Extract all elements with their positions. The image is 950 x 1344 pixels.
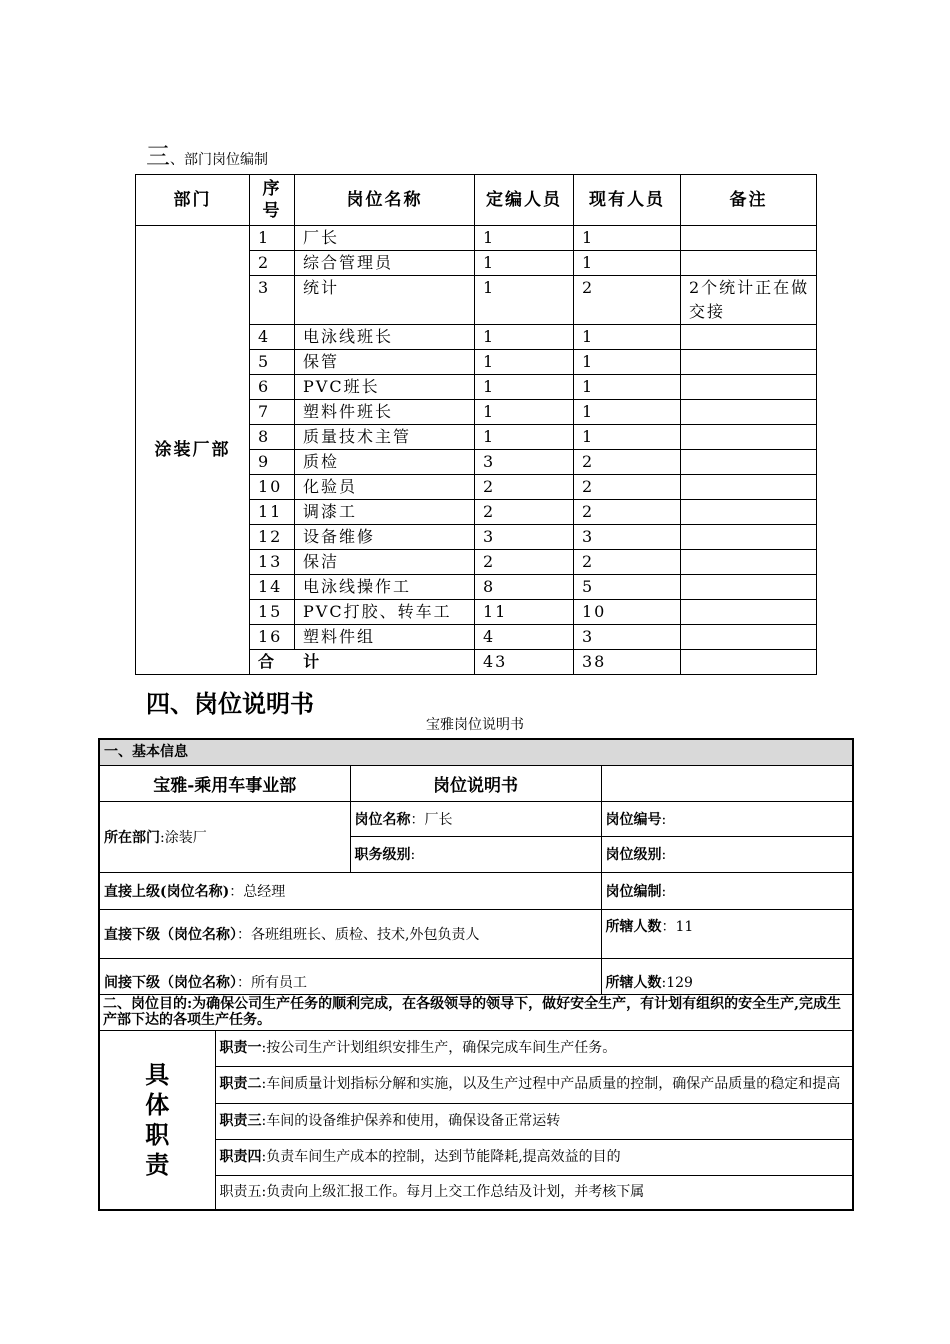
row-position-name: 统计 bbox=[295, 276, 475, 325]
pos-name-cell bbox=[350, 801, 601, 836]
job-description-subtitle: 宝雅岗位说明书 bbox=[426, 717, 524, 733]
row-quota: 3 bbox=[475, 525, 574, 550]
row-note bbox=[681, 425, 817, 450]
row-note bbox=[681, 550, 817, 575]
direct-count-label: 所辖人数 bbox=[605, 918, 662, 935]
direct-sub-value: ：各班组班长、质检、技术,外包负责人 bbox=[237, 926, 480, 943]
row-actual: 10 bbox=[574, 600, 681, 625]
row-quota: 2 bbox=[475, 475, 574, 500]
dept-label: 所在部门 bbox=[104, 829, 160, 846]
header-dept: 部门 bbox=[136, 175, 250, 226]
row-position-name: PVC班长 bbox=[295, 375, 475, 400]
row-note bbox=[681, 226, 817, 251]
row-quota: 1 bbox=[475, 425, 574, 450]
duty-3-text: :车间的设备维护保养和使用，确保设备正常运转 bbox=[261, 1112, 561, 1129]
row-no: 4 bbox=[250, 325, 295, 350]
row-actual: 1 bbox=[574, 425, 681, 450]
row-position-name: 电泳线操作工 bbox=[295, 575, 475, 600]
row-note bbox=[681, 450, 817, 475]
purpose: 二、岗位目的:为确保公司生产任务的顺利完成，在各级领导的领导下，做好安全生产，有计划有组织的安全生产,完成生产部下达的各项生产任务。 bbox=[99, 994, 853, 1030]
row-position-name: 化验员 bbox=[295, 475, 475, 500]
row-note bbox=[681, 475, 817, 500]
row-position-name: 保洁 bbox=[295, 550, 475, 575]
row-note bbox=[681, 625, 817, 650]
header-quota: 定编人员 bbox=[475, 175, 574, 226]
staffing-header-row bbox=[136, 175, 817, 226]
duty-5 bbox=[215, 1175, 853, 1210]
pos-level-value: : bbox=[661, 847, 667, 863]
staffing-label: 岗位编制 bbox=[605, 883, 662, 900]
duty-level-value: : bbox=[410, 847, 416, 863]
pos-name-value: ：厂长 bbox=[410, 811, 453, 828]
row-note bbox=[681, 525, 817, 550]
indirect-count-value: :129 bbox=[661, 974, 693, 991]
staffing-body bbox=[136, 226, 817, 675]
row-no: 6 bbox=[250, 375, 295, 400]
direct-sub-label: 直接下级（岗位名称） bbox=[104, 926, 237, 943]
duty-4-text: :负责车间生产成本的控制，达到节能降耗,提高效益的目的 bbox=[261, 1148, 621, 1165]
row-no: 5 bbox=[250, 350, 295, 375]
indirect-count-label: 所辖人数 bbox=[605, 974, 662, 991]
dept-name: 涂装厂部 bbox=[136, 226, 250, 675]
duty-4 bbox=[215, 1139, 853, 1175]
section-3-heading bbox=[146, 136, 268, 171]
duty-2-text: :车间质量计划指标分解和实施，以及生产过程中产品质量的控制，确保产品质量的稳定和提高 bbox=[261, 1076, 841, 1092]
duty-4-label: 职责四 bbox=[219, 1148, 262, 1165]
row-actual: 2 bbox=[574, 450, 681, 475]
row-actual: 1 bbox=[574, 400, 681, 425]
row-position-name: 综合管理员 bbox=[295, 251, 475, 276]
header-note: 备注 bbox=[681, 175, 817, 226]
row-position-name: 保管 bbox=[295, 350, 475, 375]
section-4-heading: 四、岗位说明书 bbox=[146, 689, 314, 718]
pos-no-label: 岗位编号 bbox=[605, 811, 662, 828]
pos-name-label: 岗位名称 bbox=[354, 811, 411, 828]
duty-5-text: :负责向上级汇报工作。每月上交工作总结及计划，并考核下属 bbox=[261, 1183, 645, 1200]
row-quota: 1 bbox=[475, 251, 574, 276]
duty-level-cell bbox=[350, 836, 601, 872]
pos-level-cell bbox=[601, 836, 853, 872]
row-no: 12 bbox=[250, 525, 295, 550]
row-actual: 2 bbox=[574, 475, 681, 500]
total-note bbox=[681, 650, 817, 675]
row-no: 1 bbox=[250, 226, 295, 251]
dept-value: :涂装厂 bbox=[160, 829, 207, 846]
staffing-value: : bbox=[661, 883, 667, 900]
row-position-name: PVC打胶、转车工 bbox=[295, 600, 475, 625]
row-actual: 1 bbox=[574, 325, 681, 350]
duty-5-label: 职责五 bbox=[219, 1183, 262, 1200]
header-no-text: 序 号 bbox=[262, 179, 282, 221]
staffing-table bbox=[135, 174, 817, 675]
direct-count-value: ：11 bbox=[661, 918, 694, 935]
row-note bbox=[681, 600, 817, 625]
row-quota: 1 bbox=[475, 226, 574, 251]
row-quota: 2 bbox=[475, 550, 574, 575]
row-position-name: 质检 bbox=[295, 450, 475, 475]
row-quota: 4 bbox=[475, 625, 574, 650]
section-3-number: 三 bbox=[146, 142, 170, 170]
staffing-row bbox=[136, 226, 817, 251]
row-actual: 1 bbox=[574, 251, 681, 276]
row-no: 9 bbox=[250, 450, 295, 475]
superior-value: ：总经理 bbox=[229, 883, 286, 900]
indirect-sub-cell bbox=[99, 958, 601, 994]
row-no: 3 bbox=[250, 276, 295, 325]
row-actual: 5 bbox=[574, 575, 681, 600]
row-quota: 3 bbox=[475, 450, 574, 475]
company-name: 宝雅-乘用车事业部 bbox=[99, 765, 350, 801]
indirect-sub-value: ：所有员工 bbox=[237, 974, 307, 991]
row-quota: 1 bbox=[475, 325, 574, 350]
direct-sub-cell bbox=[99, 909, 601, 958]
row-actual: 1 bbox=[574, 226, 681, 251]
row-position-name: 设备维修 bbox=[295, 525, 475, 550]
pos-no-value: : bbox=[661, 811, 667, 828]
duty-1-text: :按公司生产计划组织安排生产，确保完成车间生产任务。 bbox=[261, 1039, 617, 1056]
indirect-sub-label: 间接下级（岗位名称） bbox=[104, 974, 237, 991]
basic-info-heading: 一、基本信息 bbox=[99, 739, 853, 765]
row-actual: 1 bbox=[574, 350, 681, 375]
total-actual: 38 bbox=[574, 650, 681, 675]
row-actual: 2 bbox=[574, 500, 681, 525]
row-quota: 1 bbox=[475, 400, 574, 425]
dept-cell bbox=[99, 801, 350, 872]
duty-2-label: 职责二 bbox=[219, 1076, 262, 1092]
row-actual: 2 bbox=[574, 276, 681, 325]
blank-cell bbox=[601, 765, 853, 801]
duties-title-text: 具体职责 bbox=[145, 1059, 170, 1179]
direct-count-cell bbox=[601, 909, 853, 958]
row-actual: 2 bbox=[574, 550, 681, 575]
duty-1-label: 职责一 bbox=[219, 1039, 262, 1056]
row-actual: 3 bbox=[574, 625, 681, 650]
row-actual: 1 bbox=[574, 375, 681, 400]
duties-title bbox=[99, 1030, 215, 1210]
row-position-name: 质量技术主管 bbox=[295, 425, 475, 450]
duty-3-label: 职责三 bbox=[219, 1112, 262, 1129]
row-actual: 3 bbox=[574, 525, 681, 550]
row-position-name: 调漆工 bbox=[295, 500, 475, 525]
row-no: 15 bbox=[250, 600, 295, 625]
total-label: 合 计 bbox=[250, 650, 475, 675]
pos-level-label: 岗位级别 bbox=[605, 847, 662, 863]
row-no: 14 bbox=[250, 575, 295, 600]
pos-no-cell bbox=[601, 801, 853, 836]
row-no: 8 bbox=[250, 425, 295, 450]
duty-1 bbox=[215, 1030, 853, 1066]
row-quota: 8 bbox=[475, 575, 574, 600]
section-3-title: 、部门岗位编制 bbox=[170, 152, 268, 168]
row-no: 11 bbox=[250, 500, 295, 525]
header-position-name: 岗位名称 bbox=[295, 175, 475, 226]
row-note bbox=[681, 575, 817, 600]
row-note bbox=[681, 500, 817, 525]
row-quota: 2 bbox=[475, 500, 574, 525]
row-position-name: 塑料件组 bbox=[295, 625, 475, 650]
staffing-cell bbox=[601, 872, 853, 909]
row-quota: 1 bbox=[475, 350, 574, 375]
row-no: 16 bbox=[250, 625, 295, 650]
superior-cell bbox=[99, 872, 601, 909]
total-quota: 43 bbox=[475, 650, 574, 675]
duty-3 bbox=[215, 1103, 853, 1139]
row-position-name: 电泳线班长 bbox=[295, 325, 475, 350]
row-quota: 1 bbox=[475, 276, 574, 325]
row-note bbox=[681, 325, 817, 350]
row-note bbox=[681, 375, 817, 400]
row-position-name: 塑料件班长 bbox=[295, 400, 475, 425]
superior-label: 直接上级(岗位名称) bbox=[104, 883, 230, 900]
row-no: 7 bbox=[250, 400, 295, 425]
duty-2 bbox=[215, 1066, 853, 1103]
indirect-count-cell bbox=[601, 958, 853, 994]
row-note bbox=[681, 400, 817, 425]
header-no bbox=[250, 175, 295, 226]
row-quota: 1 bbox=[475, 375, 574, 400]
row-position-name: 厂长 bbox=[295, 226, 475, 251]
row-note: 2个统计正在做交接 bbox=[681, 276, 817, 325]
header-actual: 现有人员 bbox=[574, 175, 681, 226]
row-quota: 11 bbox=[475, 600, 574, 625]
doc-title: 岗位说明书 bbox=[350, 765, 601, 801]
row-no: 2 bbox=[250, 251, 295, 276]
row-note bbox=[681, 350, 817, 375]
duty-level-label: 职务级别 bbox=[354, 847, 411, 863]
row-no: 10 bbox=[250, 475, 295, 500]
row-no: 13 bbox=[250, 550, 295, 575]
job-description-table bbox=[98, 738, 854, 1211]
row-note bbox=[681, 251, 817, 276]
